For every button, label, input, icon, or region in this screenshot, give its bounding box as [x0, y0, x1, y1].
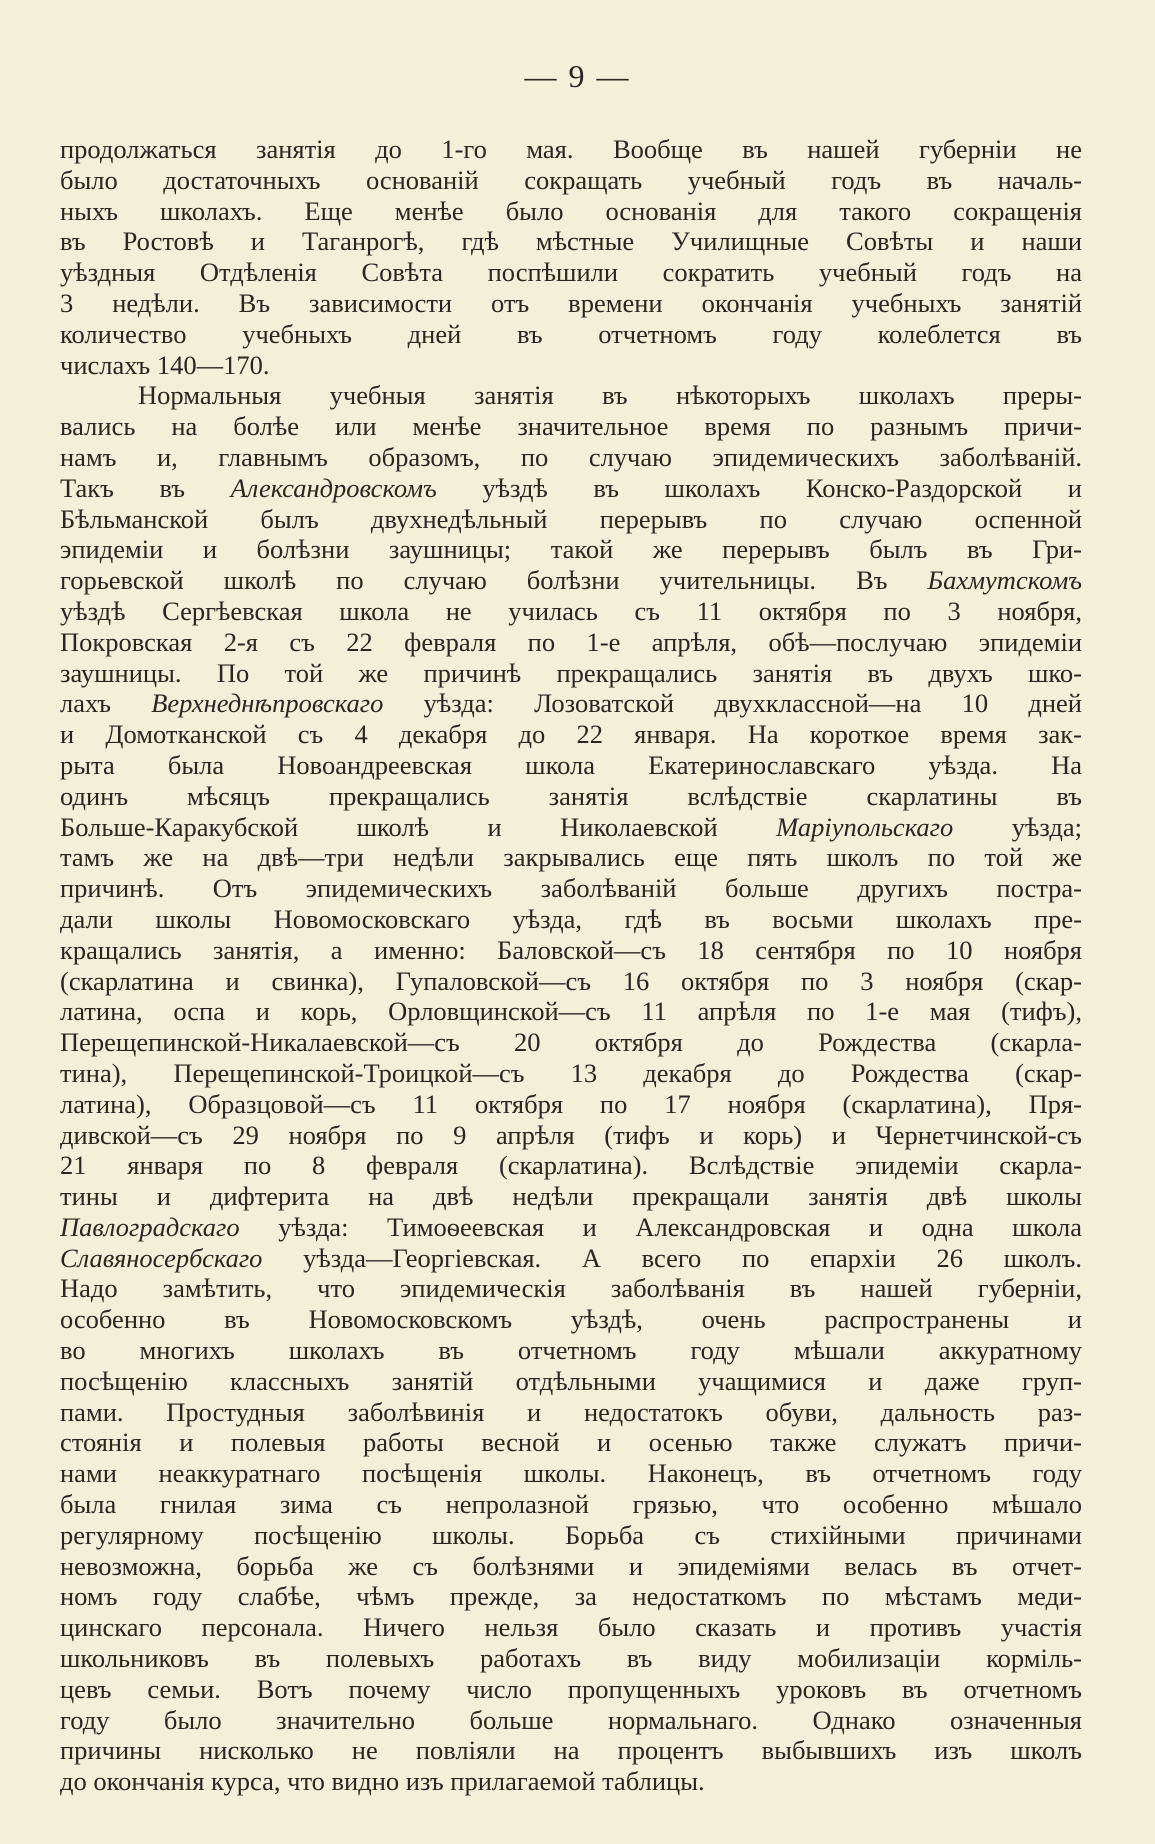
text-line: невозможна, борьба же съ болѣзнями и эпидеміями велась въ отчет-	[60, 1550, 1082, 1581]
text-line: (скарлатина и свинка), Гупаловской—съ 16 октября по 3 ноября (скар-	[60, 965, 1082, 996]
text-line: Покровская 2-я съ 22 февраля по 1-е апрѣля, обѣ—послучаю эпидеміи	[60, 626, 1082, 657]
text-line: ныхъ школахъ. Еще менѣе было основанія для такого сокращенія	[60, 195, 1082, 226]
text-line: было достаточныхъ основаній сокращать учебный годъ въ началь-	[60, 164, 1082, 195]
text-line: дали школы Новомосковскаго уѣзда, гдѣ въ восьми школахъ пре-	[60, 903, 1082, 934]
text-line: намъ и, главнымъ образомъ, по случаю эпидемическихъ заболѣваній.	[60, 441, 1082, 472]
text-line: цинскаго персонала. Ничего нельзя было сказать и противъ участія	[60, 1612, 1082, 1643]
body-text	[60, 134, 1082, 1797]
text-line: 3 недѣли. Въ зависимости отъ времени окончанія учебныхъ занятій	[60, 287, 1082, 318]
text-line: рыта была Новоандреевская школа Екатеринославскаго уѣзда. На	[60, 749, 1082, 780]
text-line: тины и дифтерита на двѣ недѣли прекращали занятія двѣ школы	[60, 1181, 1082, 1212]
text-line: особенно въ Новомосковскомъ уѣздѣ, очень распространены и	[60, 1304, 1082, 1335]
text-line: номъ году слабѣе, чѣмъ прежде, за недостаткомъ по мѣстамъ меди-	[60, 1581, 1082, 1612]
text-line: Бѣльманской былъ двухнедѣльный перерывъ по случаю оспенной	[60, 503, 1082, 534]
text-line: горьевской школѣ по случаю болѣзни учительницы. Въ Бахмутскомъ	[60, 565, 1082, 596]
text-line: была гнилая зима съ непролазной грязью, что особенно мѣшало	[60, 1489, 1082, 1520]
text-line: 21 января по 8 февраля (скарлатина). Вслѣдствіе эпидеміи скарла-	[60, 1150, 1082, 1181]
text-line: Больше-Каракубской школѣ и Николаевской Маріупольскаго уѣзда;	[60, 811, 1082, 842]
text-line: лахъ Верхнеднѣпровскаго уѣзда: Лозоватской двухклассной—на 10 дней	[60, 688, 1082, 719]
text-line: количество учебныхъ дней въ отчетномъ году колеблется въ	[60, 318, 1082, 349]
paragraph	[60, 134, 1082, 380]
page-number: — 9 —	[524, 58, 631, 94]
text-line: дивской—съ 29 ноября по 9 апрѣля (тифъ и корь) и Чернетчинской-съ	[60, 1119, 1082, 1150]
text-line: въ Ростовѣ и Таганрогѣ, гдѣ мѣстные Училищные Совѣты и наши	[60, 226, 1082, 257]
text-line: году было значительно больше нормальнаго. Однако означенныя	[60, 1704, 1082, 1735]
text-line: одинъ мѣсяцъ прекращались занятія вслѣдствіе скарлатины въ	[60, 780, 1082, 811]
text-line: причины нисколько не повліяли на процентъ выбывшихъ изъ школъ	[60, 1735, 1082, 1766]
text-line: уѣздныя Отдѣленія Совѣта поспѣшили сократить учебный годъ на	[60, 257, 1082, 288]
text-line: Нормальныя учебныя занятія въ нѣкоторыхъ школахъ преры-	[138, 380, 1082, 411]
text-line: посѣщенію классныхъ занятій отдѣльными учащимися и даже груп-	[60, 1365, 1082, 1396]
text-line: вались на болѣе или менѣе значительное время по разнымъ причи-	[60, 411, 1082, 442]
text-line: числахъ 140—170.	[60, 349, 270, 380]
paragraph	[60, 380, 1082, 1797]
text-line: уѣздѣ Сергѣевская школа не училась съ 11 октября по 3 ноября,	[60, 595, 1082, 626]
text-line: и Домотканской съ 4 декабря до 22 января. На короткое время зак-	[60, 719, 1082, 750]
text-line: латина, оспа и корь, Орловщинской—съ 11 апрѣля по 1-е мая (тифъ),	[60, 996, 1082, 1027]
text-line: эпидеміи и болѣзни заушницы; такой же перерывъ былъ въ Гри-	[60, 534, 1082, 565]
text-line: Перещепинской-Никалаевской—съ 20 октября до Рождества (скарла-	[60, 1027, 1082, 1058]
text-line: нами неаккуратнаго посѣщенія школы. Наконецъ, въ отчетномъ году	[60, 1458, 1082, 1489]
text-line: стоянія и полевыя работы весной и осенью также служатъ причи-	[60, 1427, 1082, 1458]
text-line: школьниковъ въ полевыхъ работахъ въ виду мобилизаціи корміль-	[60, 1643, 1082, 1674]
text-line: тамъ же на двѣ—три недѣли закрывались еще пять школъ по той же	[60, 842, 1082, 873]
text-line: во многихъ школахъ въ отчетномъ году мѣшали аккуратному	[60, 1335, 1082, 1366]
text-line: причинѣ. Отъ эпидемическихъ заболѣваній больше другихъ постра-	[60, 873, 1082, 904]
text-line: латина), Образцовой—съ 11 октября по 17 ноября (скарлатина), Пря-	[60, 1088, 1082, 1119]
text-line: до окончанія курса, что видно изъ прилагаемой таблицы.	[60, 1766, 705, 1797]
text-line: Такъ въ Александровскомъ уѣздѣ въ школахъ Конско-Раздорской и	[60, 472, 1082, 503]
text-line: Надо замѣтить, что эпидемическія заболѣванія въ нашей губерніи,	[60, 1273, 1082, 1304]
text-line: Павлоградскаго уѣзда: Тимоѳеевская и Александровская и одна школа	[60, 1211, 1082, 1242]
text-line: регулярному посѣщенію школы. Борьба съ стихійными причинами	[60, 1519, 1082, 1550]
text-line: пами. Простудныя заболѣвинія и недостатокъ обуви, дальность раз-	[60, 1396, 1082, 1427]
text-line: цевъ семьи. Вотъ почему число пропущенныхъ уроковъ въ отчетномъ	[60, 1673, 1082, 1704]
text-line: заушницы. По той же причинѣ прекращались занятія въ двухъ шко-	[60, 657, 1082, 688]
text-line: Славяносербскаго уѣзда—Георгіевская. А всего по епархіи 26 школъ.	[60, 1242, 1082, 1273]
text-line: кращались занятія, а именно: Баловской—съ 18 сентября по 10 ноября	[60, 934, 1082, 965]
text-line: продолжаться занятія до 1-го мая. Вообще въ нашей губерніи не	[60, 134, 1082, 164]
text-line: тина), Перещепинской-Троицкой—съ 13 декабря до Рождества (скар-	[60, 1057, 1082, 1088]
